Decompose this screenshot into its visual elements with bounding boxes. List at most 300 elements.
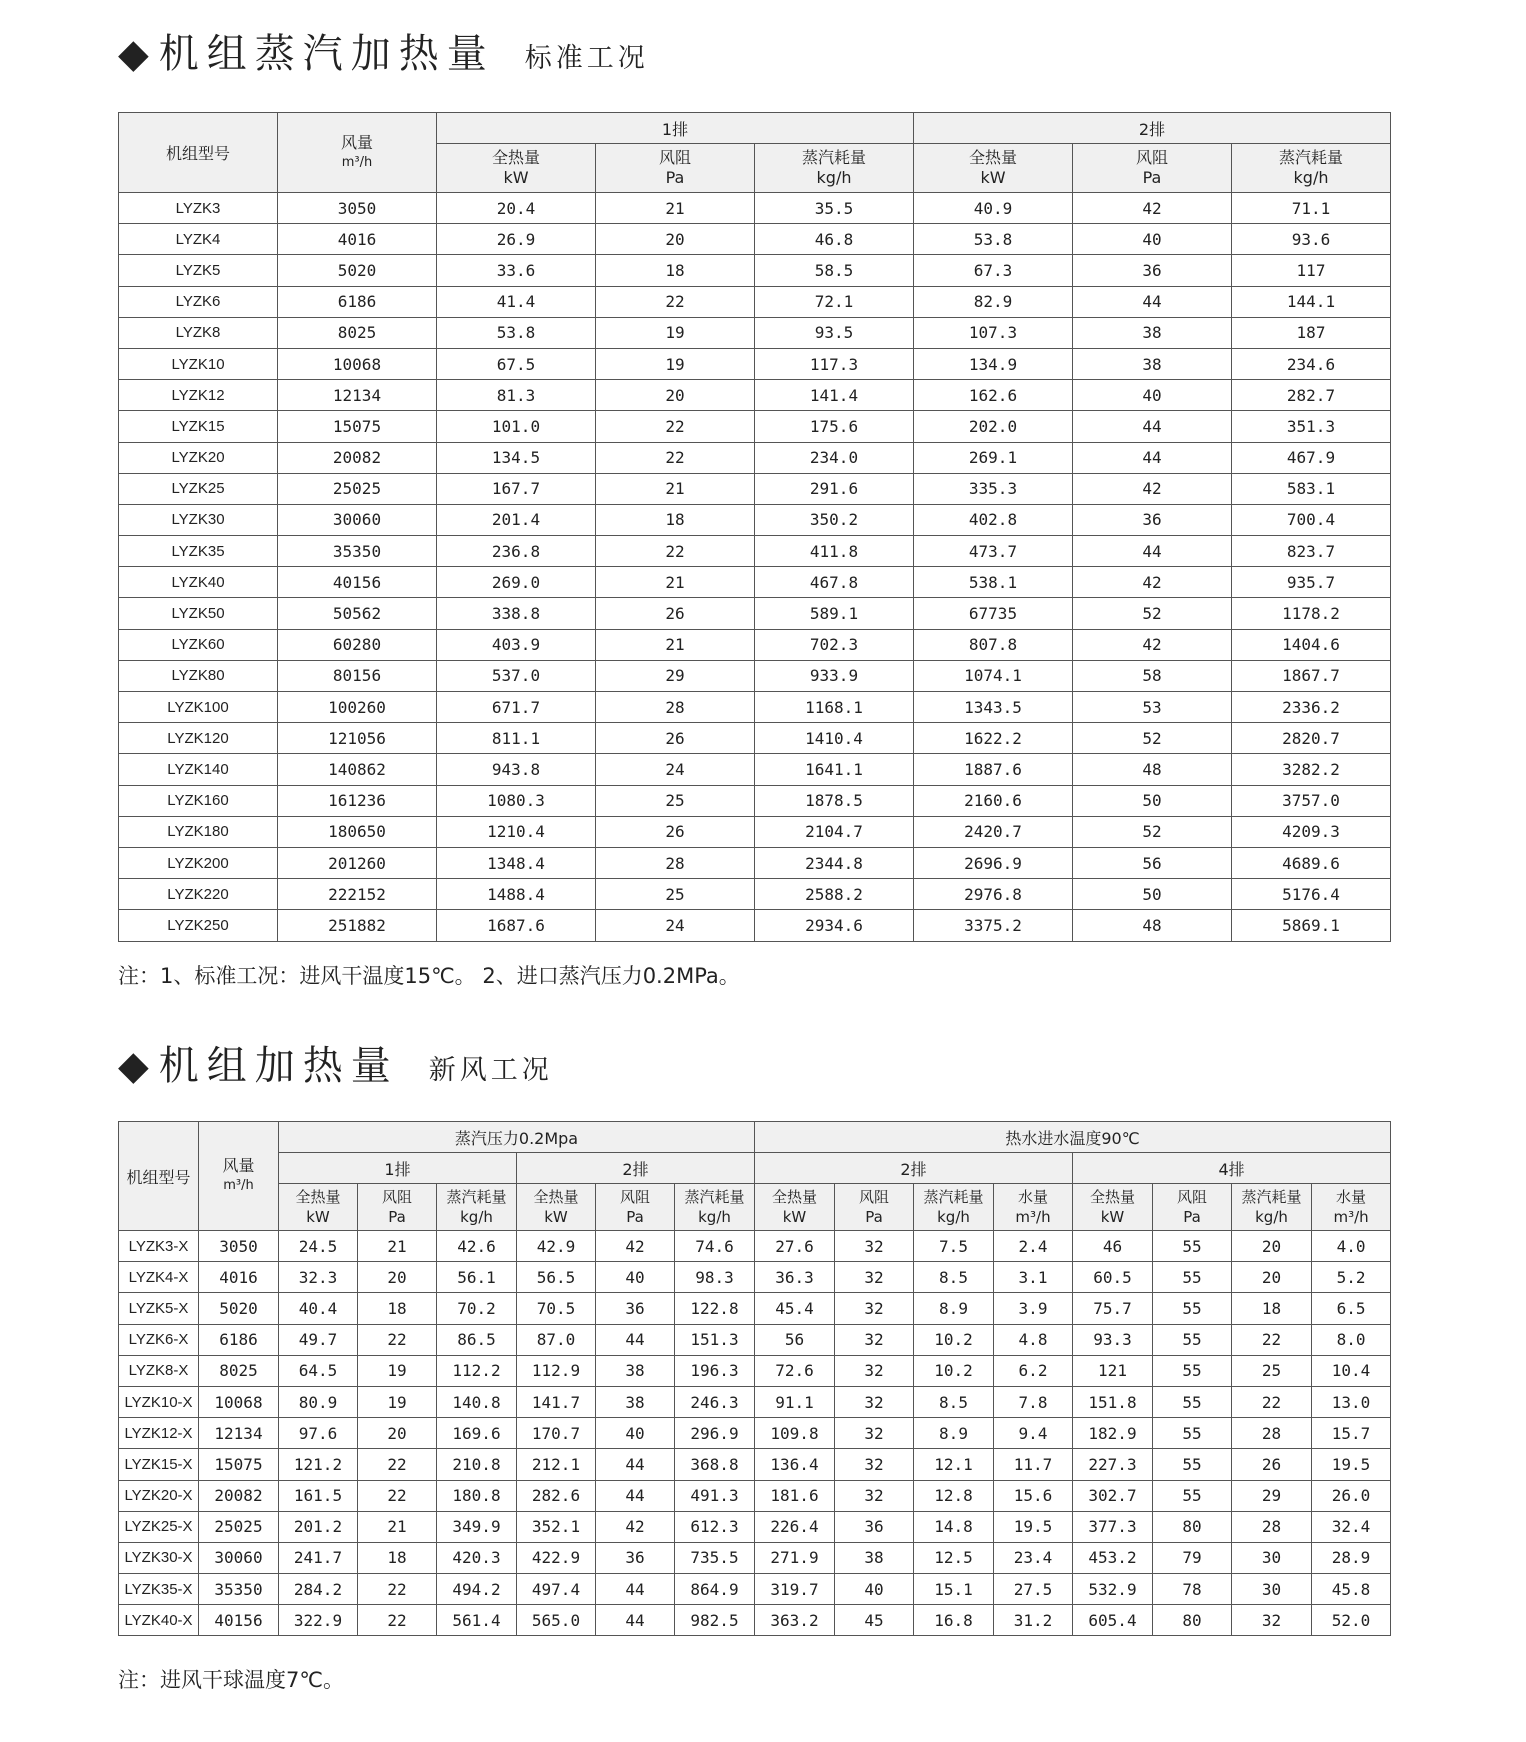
value-cell: 24.5 (279, 1231, 358, 1262)
header-water-4row: 4排 (1073, 1153, 1391, 1184)
header-steam-label: 蒸汽耗量 (446, 1188, 507, 1206)
table-row (119, 1574, 1391, 1605)
table-row (119, 1605, 1391, 1636)
value-cell: 42.9 (517, 1231, 596, 1262)
value-cell: 26 (596, 816, 755, 847)
section1-note: 注：1、标准工况：进风干温度15℃。 2、进口蒸汽压力0.2MPa。 (118, 964, 740, 988)
value-cell: 44 (596, 1324, 675, 1355)
value-cell: 121056 (278, 723, 437, 754)
value-cell: 467.9 (1232, 442, 1391, 473)
value-cell: 175.6 (755, 411, 914, 442)
value-cell: 32 (835, 1480, 914, 1511)
value-cell: 72.1 (755, 286, 914, 317)
model-cell: LYZK100 (119, 692, 278, 723)
value-cell: 10.2 (914, 1324, 994, 1355)
value-cell: 377.3 (1073, 1511, 1153, 1542)
value-cell: 31.2 (994, 1605, 1073, 1636)
value-cell: 22 (596, 442, 755, 473)
value-cell: 28 (1232, 1511, 1312, 1542)
model-cell: LYZK4-X (119, 1262, 199, 1293)
value-cell: 32.4 (1312, 1511, 1391, 1542)
value-cell: 671.7 (437, 692, 596, 723)
value-cell: 44 (596, 1480, 675, 1511)
value-cell: 101.0 (437, 411, 596, 442)
header-resist-label: 风阻 (381, 1188, 412, 1206)
value-cell: 236.8 (437, 536, 596, 567)
value-cell: 187 (1232, 317, 1391, 348)
table-row (119, 1324, 1391, 1355)
value-cell: 32 (835, 1449, 914, 1480)
value-cell: 453.2 (1073, 1542, 1153, 1573)
header-water-label: 水量 (1017, 1188, 1048, 1206)
value-cell: 234.6 (1232, 348, 1391, 379)
value-cell: 5176.4 (1232, 879, 1391, 910)
value-cell: 93.6 (1232, 224, 1391, 255)
value-cell: 15.6 (994, 1480, 1073, 1511)
value-cell: 161236 (278, 785, 437, 816)
value-cell: 27.5 (994, 1574, 1073, 1605)
table-row (119, 193, 1391, 224)
value-cell: 411.8 (755, 536, 914, 567)
header-resist (1073, 144, 1232, 193)
value-cell: 12.5 (914, 1542, 994, 1573)
value-cell: 943.8 (437, 754, 596, 785)
value-cell: 36.3 (755, 1262, 835, 1293)
value-cell: 19.5 (994, 1511, 1073, 1542)
value-cell: 25025 (278, 473, 437, 504)
header-steam (1232, 144, 1391, 193)
table-row (119, 380, 1391, 411)
value-cell: 53.8 (437, 317, 596, 348)
header-hot-water-temp: 热水进水温度90℃ (755, 1122, 1391, 1153)
model-cell: LYZK25 (119, 473, 278, 504)
value-cell: 80156 (278, 660, 437, 691)
value-cell: 41.4 (437, 286, 596, 317)
value-cell: 33.6 (437, 255, 596, 286)
header-resist-label: 风阻 (858, 1188, 889, 1206)
header-steam-unit: kg/h (816, 168, 852, 187)
value-cell: 42 (1073, 473, 1232, 504)
header-water-2row: 2排 (755, 1153, 1073, 1184)
value-cell: 40.9 (914, 193, 1073, 224)
value-cell: 18 (358, 1542, 437, 1573)
value-cell: 2696.9 (914, 847, 1073, 878)
value-cell: 1074.1 (914, 660, 1073, 691)
table-row (119, 442, 1391, 473)
table-row (119, 754, 1391, 785)
table-row (119, 598, 1391, 629)
value-cell: 6186 (278, 286, 437, 317)
value-cell: 15.1 (914, 1574, 994, 1605)
value-cell: 807.8 (914, 629, 1073, 660)
value-cell: 22 (1232, 1324, 1312, 1355)
value-cell: 1410.4 (755, 723, 914, 754)
value-cell: 246.3 (675, 1386, 755, 1417)
value-cell: 161.5 (279, 1480, 358, 1511)
value-cell: 702.3 (755, 629, 914, 660)
value-cell: 72.6 (755, 1355, 835, 1386)
value-cell: 21 (596, 629, 755, 660)
header-airflow (199, 1122, 279, 1231)
header-steam (755, 144, 914, 193)
value-cell: 28.9 (1312, 1542, 1391, 1573)
value-cell: 182.9 (1073, 1418, 1153, 1449)
value-cell: 473.7 (914, 536, 1073, 567)
value-cell: 40156 (278, 567, 437, 598)
value-cell: 70.2 (437, 1293, 517, 1324)
header-heat-label: 全热量 (295, 1188, 341, 1206)
table-row (119, 847, 1391, 878)
value-cell: 15.7 (1312, 1418, 1391, 1449)
value-cell: 4016 (199, 1262, 279, 1293)
value-cell: 1178.2 (1232, 598, 1391, 629)
value-cell: 234.0 (755, 442, 914, 473)
model-cell: LYZK35 (119, 536, 278, 567)
header-airflow-unit: m³/h (341, 154, 373, 170)
value-cell: 180650 (278, 816, 437, 847)
model-cell: LYZK30 (119, 504, 278, 535)
value-cell: 49.7 (279, 1324, 358, 1355)
value-cell: 38 (1073, 317, 1232, 348)
value-cell: 26.9 (437, 224, 596, 255)
value-cell: 42 (596, 1511, 675, 1542)
value-cell: 32 (835, 1418, 914, 1449)
value-cell: 2.4 (994, 1231, 1073, 1262)
header-heat (1073, 1184, 1153, 1231)
header-resist (358, 1184, 437, 1231)
value-cell: 196.3 (675, 1355, 755, 1386)
value-cell: 29 (596, 660, 755, 691)
header-resist-unit: Pa (1142, 168, 1162, 187)
steam-heating-table (118, 112, 1391, 942)
model-cell: LYZK220 (119, 879, 278, 910)
header-airflow-label: 风量 (340, 132, 373, 152)
value-cell: 25 (596, 785, 755, 816)
value-cell: 1080.3 (437, 785, 596, 816)
value-cell: 823.7 (1232, 536, 1391, 567)
value-cell: 91.1 (755, 1386, 835, 1417)
value-cell: 42.6 (437, 1231, 517, 1262)
value-cell: 241.7 (279, 1542, 358, 1573)
value-cell: 75.7 (1073, 1293, 1153, 1324)
table-row (119, 536, 1391, 567)
value-cell: 1343.5 (914, 692, 1073, 723)
value-cell: 20 (1232, 1231, 1312, 1262)
header-steam-label: 蒸汽耗量 (801, 148, 866, 167)
value-cell: 1488.4 (437, 879, 596, 910)
value-cell: 6186 (199, 1324, 279, 1355)
value-cell: 12134 (278, 380, 437, 411)
value-cell: 44 (596, 1605, 675, 1636)
header-water (1312, 1184, 1391, 1231)
model-cell: LYZK6 (119, 286, 278, 317)
value-cell: 18 (596, 255, 755, 286)
value-cell: 24 (596, 910, 755, 941)
value-cell: 1168.1 (755, 692, 914, 723)
value-cell: 55 (1153, 1324, 1232, 1355)
value-cell: 52 (1073, 816, 1232, 847)
value-cell: 349.9 (437, 1511, 517, 1542)
header-steam-unit: kg/h (460, 1208, 493, 1226)
value-cell: 4.8 (994, 1324, 1073, 1355)
header-heat-label: 全热量 (1089, 1188, 1135, 1206)
value-cell: 53 (1073, 692, 1232, 723)
value-cell: 98.3 (675, 1262, 755, 1293)
model-cell: LYZK3-X (119, 1231, 199, 1262)
value-cell: 589.1 (755, 598, 914, 629)
value-cell: 363.2 (755, 1605, 835, 1636)
value-cell: 40 (835, 1574, 914, 1605)
value-cell: 18 (1232, 1293, 1312, 1324)
value-cell: 201260 (278, 847, 437, 878)
value-cell: 4.0 (1312, 1231, 1391, 1262)
value-cell: 70.5 (517, 1293, 596, 1324)
model-cell: LYZK140 (119, 754, 278, 785)
value-cell: 26 (596, 598, 755, 629)
value-cell: 48 (1073, 754, 1232, 785)
value-cell: 22 (358, 1324, 437, 1355)
value-cell: 45.8 (1312, 1574, 1391, 1605)
header-heat-label: 全热量 (491, 148, 540, 167)
model-cell: LYZK25-X (119, 1511, 199, 1542)
value-cell: 50 (1073, 879, 1232, 910)
value-cell: 74.6 (675, 1231, 755, 1262)
header-water (994, 1184, 1073, 1231)
value-cell: 4689.6 (1232, 847, 1391, 878)
value-cell: 42 (1073, 567, 1232, 598)
value-cell: 20082 (199, 1480, 279, 1511)
value-cell: 22 (596, 411, 755, 442)
value-cell: 335.3 (914, 473, 1073, 504)
value-cell: 368.8 (675, 1449, 755, 1480)
value-cell: 58.5 (755, 255, 914, 286)
value-cell: 117.3 (755, 348, 914, 379)
value-cell: 44 (1073, 536, 1232, 567)
value-cell: 22 (596, 536, 755, 567)
model-cell: LYZK10-X (119, 1386, 199, 1417)
table-row (119, 317, 1391, 348)
value-cell: 2336.2 (1232, 692, 1391, 723)
value-cell: 38 (596, 1386, 675, 1417)
value-cell: 140862 (278, 754, 437, 785)
value-cell: 11.7 (994, 1449, 1073, 1480)
table-row (119, 1449, 1391, 1480)
table-row (119, 348, 1391, 379)
value-cell: 212.1 (517, 1449, 596, 1480)
table-row (119, 1386, 1391, 1417)
value-cell: 19 (358, 1386, 437, 1417)
value-cell: 201.2 (279, 1511, 358, 1542)
value-cell: 7.8 (994, 1386, 1073, 1417)
value-cell: 2934.6 (755, 910, 914, 941)
value-cell: 935.7 (1232, 567, 1391, 598)
table-row (119, 1418, 1391, 1449)
value-cell: 32.3 (279, 1262, 358, 1293)
table-row (119, 1511, 1391, 1542)
value-cell: 32 (835, 1386, 914, 1417)
value-cell: 55 (1153, 1355, 1232, 1386)
value-cell: 42 (596, 1231, 675, 1262)
value-cell: 40 (596, 1262, 675, 1293)
value-cell: 40156 (199, 1605, 279, 1636)
value-cell: 12134 (199, 1418, 279, 1449)
value-cell: 45.4 (755, 1293, 835, 1324)
header-heat-label: 全热量 (771, 1188, 817, 1206)
value-cell: 319.7 (755, 1574, 835, 1605)
header-heat-unit: kW (306, 1208, 330, 1226)
value-cell: 22 (358, 1449, 437, 1480)
model-cell: LYZK160 (119, 785, 278, 816)
value-cell: 134.5 (437, 442, 596, 473)
table-row (119, 286, 1391, 317)
section1-title (118, 22, 649, 79)
header-steam-2row: 2排 (517, 1153, 755, 1184)
value-cell: 22 (358, 1480, 437, 1511)
fresh-air-heating-table (118, 1121, 1391, 1636)
value-cell: 282.6 (517, 1480, 596, 1511)
value-cell: 144.1 (1232, 286, 1391, 317)
value-cell: 52.0 (1312, 1605, 1391, 1636)
header-model: 机组型号 (119, 1122, 199, 1231)
model-cell: LYZK8 (119, 317, 278, 348)
value-cell: 60.5 (1073, 1262, 1153, 1293)
value-cell: 19.5 (1312, 1449, 1391, 1480)
value-cell: 351.3 (1232, 411, 1391, 442)
value-cell: 269.0 (437, 567, 596, 598)
value-cell: 14.8 (914, 1511, 994, 1542)
model-cell: LYZK20-X (119, 1480, 199, 1511)
value-cell: 35.5 (755, 193, 914, 224)
value-cell: 32 (835, 1231, 914, 1262)
value-cell: 3050 (278, 193, 437, 224)
value-cell: 80 (1153, 1511, 1232, 1542)
value-cell: 3050 (199, 1231, 279, 1262)
model-cell: LYZK35-X (119, 1574, 199, 1605)
value-cell: 9.4 (994, 1418, 1073, 1449)
value-cell: 15075 (199, 1449, 279, 1480)
value-cell: 10.2 (914, 1355, 994, 1386)
value-cell: 422.9 (517, 1542, 596, 1573)
header-resist (596, 1184, 675, 1231)
header-resist-unit: Pa (626, 1208, 644, 1226)
value-cell: 109.8 (755, 1418, 835, 1449)
value-cell: 3375.2 (914, 910, 1073, 941)
value-cell: 420.3 (437, 1542, 517, 1573)
header-water-label: 水量 (1336, 1188, 1367, 1206)
table-row (119, 692, 1391, 723)
table-row (119, 411, 1391, 442)
table-row (119, 473, 1391, 504)
value-cell: 27.6 (755, 1231, 835, 1262)
value-cell: 8.5 (914, 1386, 994, 1417)
header-steam-1row: 1排 (279, 1153, 517, 1184)
value-cell: 112.2 (437, 1355, 517, 1386)
model-cell: LYZK12 (119, 380, 278, 411)
value-cell: 82.9 (914, 286, 1073, 317)
value-cell: 2420.7 (914, 816, 1073, 847)
value-cell: 1687.6 (437, 910, 596, 941)
value-cell: 352.1 (517, 1511, 596, 1542)
diamond-bullet-icon: ◆ (118, 1043, 149, 1089)
value-cell: 21 (596, 473, 755, 504)
table-row (119, 504, 1391, 535)
header-steam-pressure: 蒸汽压力0.2Mpa (279, 1122, 755, 1153)
header-resist (596, 144, 755, 193)
value-cell: 100260 (278, 692, 437, 723)
value-cell: 44 (1073, 286, 1232, 317)
value-cell: 19 (596, 348, 755, 379)
header-resist-unit: Pa (1183, 1208, 1201, 1226)
value-cell: 1622.2 (914, 723, 1073, 754)
header-heat-unit: kW (980, 168, 1006, 187)
value-cell: 20 (1232, 1262, 1312, 1293)
value-cell: 282.7 (1232, 380, 1391, 411)
value-cell: 2976.8 (914, 879, 1073, 910)
value-cell: 2344.8 (755, 847, 914, 878)
table-row (119, 255, 1391, 286)
value-cell: 60280 (278, 629, 437, 660)
header-resist-label: 风阻 (658, 148, 691, 167)
header-steam-label: 蒸汽耗量 (684, 1188, 745, 1206)
value-cell: 3757.0 (1232, 785, 1391, 816)
table-row (119, 660, 1391, 691)
value-cell: 32 (1232, 1605, 1312, 1636)
header-heat-label: 全热量 (533, 1188, 579, 1206)
value-cell: 30060 (278, 504, 437, 535)
value-cell: 55 (1153, 1386, 1232, 1417)
model-cell: LYZK5 (119, 255, 278, 286)
model-cell: LYZK15 (119, 411, 278, 442)
model-cell: LYZK180 (119, 816, 278, 847)
value-cell: 32 (835, 1324, 914, 1355)
value-cell: 402.8 (914, 504, 1073, 535)
value-cell: 10068 (199, 1386, 279, 1417)
value-cell: 67735 (914, 598, 1073, 629)
value-cell: 302.7 (1073, 1480, 1153, 1511)
section1-main-title: 机组蒸汽加热量 (158, 31, 495, 77)
value-cell: 35350 (278, 536, 437, 567)
value-cell: 55 (1153, 1449, 1232, 1480)
value-cell: 136.4 (755, 1449, 835, 1480)
value-cell: 10.4 (1312, 1355, 1391, 1386)
value-cell: 44 (596, 1449, 675, 1480)
header-steam-label: 蒸汽耗量 (1278, 148, 1343, 167)
value-cell: 20082 (278, 442, 437, 473)
value-cell: 322.9 (279, 1605, 358, 1636)
value-cell: 40 (596, 1418, 675, 1449)
header-steam (1232, 1184, 1312, 1231)
model-cell: LYZK15-X (119, 1449, 199, 1480)
table-row (119, 1231, 1391, 1262)
value-cell: 42 (1073, 629, 1232, 660)
value-cell: 44 (1073, 411, 1232, 442)
table-row (119, 723, 1391, 754)
value-cell: 36 (596, 1293, 675, 1324)
header-steam-label: 蒸汽耗量 (923, 1188, 984, 1206)
value-cell: 56 (755, 1324, 835, 1355)
header-steam (437, 1184, 517, 1231)
value-cell: 19 (596, 317, 755, 348)
value-cell: 50 (1073, 785, 1232, 816)
header-steam-label: 蒸汽耗量 (1241, 1188, 1302, 1206)
value-cell: 52 (1073, 598, 1232, 629)
value-cell: 1887.6 (914, 754, 1073, 785)
header-airflow-label: 风量 (222, 1156, 255, 1175)
header-resist-unit: Pa (665, 168, 685, 187)
value-cell: 10068 (278, 348, 437, 379)
value-cell: 40.4 (279, 1293, 358, 1324)
table-row (119, 910, 1391, 941)
